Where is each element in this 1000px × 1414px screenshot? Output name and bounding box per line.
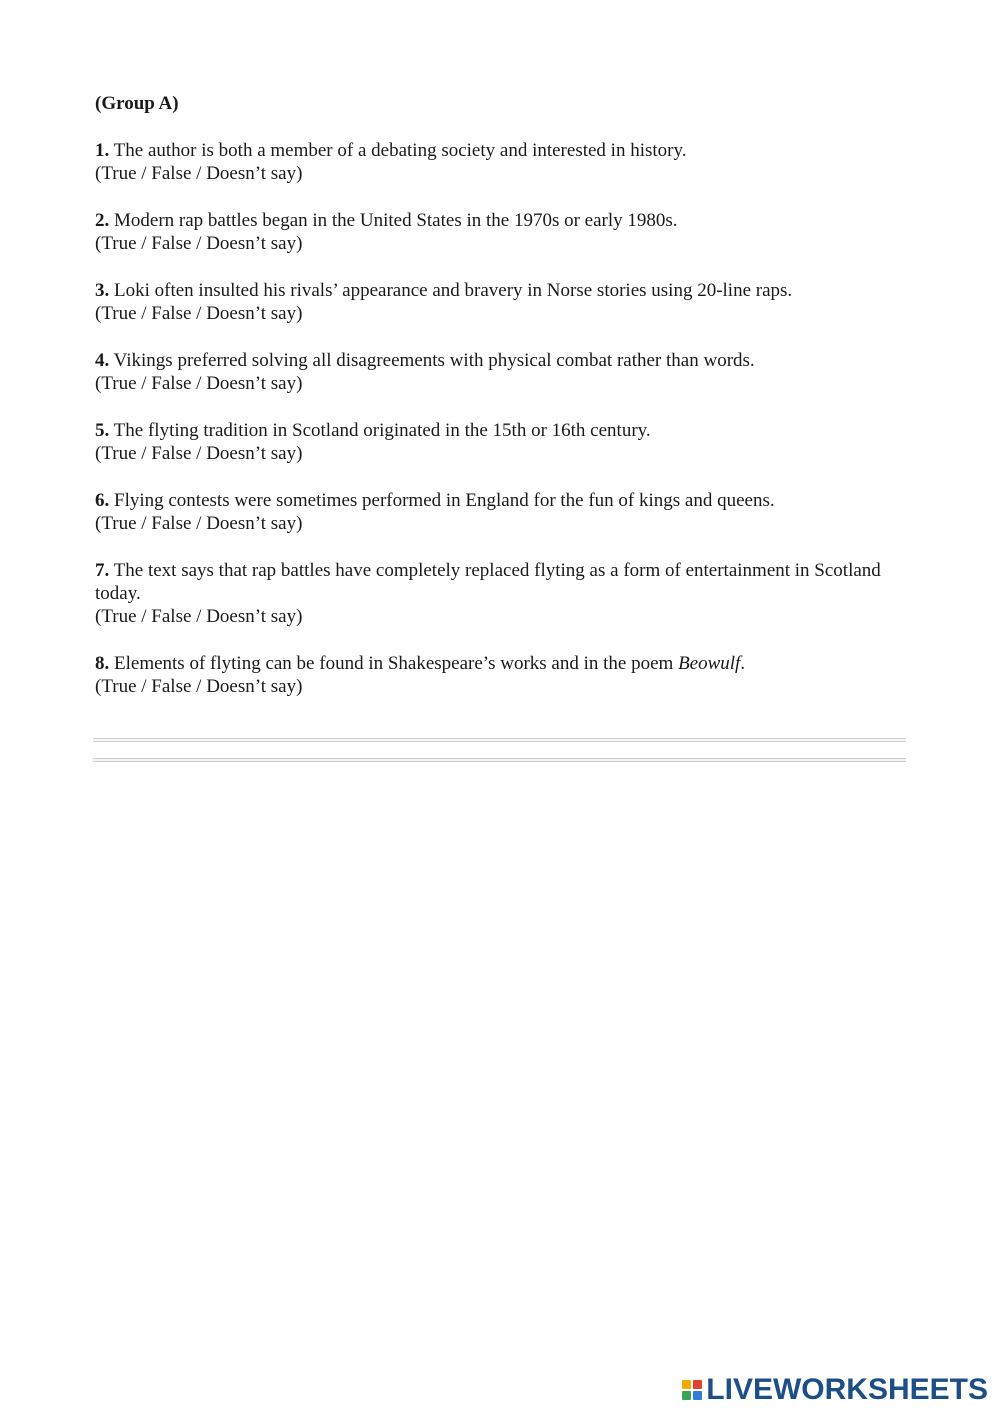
liveworksheets-logo (682, 1374, 988, 1406)
question-text-end: . (740, 653, 746, 674)
logo-text: LIVEWORKSHEETS (706, 1373, 988, 1406)
question-text: The flyting tradition in Scotland originated in the 15th or 16th century. (113, 420, 651, 441)
answer-options[interactable]: (True / False / Doesn’t say) (95, 676, 303, 697)
question-4 (95, 349, 915, 395)
answer-options[interactable]: (True / False / Doesn’t say) (95, 303, 303, 324)
question-number: 8. (95, 653, 110, 674)
question-7 (95, 559, 915, 628)
worksheet-page (95, 92, 915, 722)
question-number: 2. (95, 210, 110, 231)
answer-options[interactable]: (True / False / Doesn’t say) (95, 373, 303, 394)
question-8 (95, 652, 915, 698)
question-text-main: Elements of flyting can be found in Shakespeare’s works and in the poem (114, 653, 679, 674)
question-text: The author is both a member of a debating society and interested in history. (113, 140, 687, 161)
divider-line (93, 738, 906, 742)
question-number: 1. (95, 140, 110, 161)
question-text: Flying contests were sometimes performed in England for the fun of kings and queens. (114, 490, 775, 511)
answer-options[interactable]: (True / False / Doesn’t say) (95, 443, 303, 464)
question-2 (95, 209, 915, 255)
logo-squares-icon (682, 1380, 702, 1400)
poem-title: Beowulf (678, 653, 741, 674)
logo-square-icon (682, 1391, 691, 1400)
answer-options[interactable]: (True / False / Doesn’t say) (95, 513, 303, 534)
question-number: 4. (95, 350, 110, 371)
group-heading: (Group A) (95, 93, 179, 114)
question-3 (95, 279, 915, 325)
question-5 (95, 419, 915, 465)
question-text: The text says that rap battles have completely replaced flyting as a form of entertainment in Scotland today. (95, 560, 881, 604)
question-number: 6. (95, 490, 110, 511)
divider-line (93, 758, 906, 762)
logo-square-icon (682, 1380, 691, 1389)
logo-square-icon (693, 1391, 702, 1400)
question-text: Vikings preferred solving all disagreements with physical combat rather than words. (113, 350, 755, 371)
question-number: 7. (95, 560, 110, 581)
question-number: 3. (95, 280, 110, 301)
question-number: 5. (95, 420, 110, 441)
question-text: Loki often insulted his rivals’ appearance and bravery in Norse stories using 20-line raps. (114, 280, 793, 301)
question-1 (95, 139, 915, 185)
answer-options[interactable]: (True / False / Doesn’t say) (95, 233, 303, 254)
question-text: Modern rap battles began in the United States in the 1970s or early 1980s. (114, 210, 678, 231)
answer-options[interactable]: (True / False / Doesn’t say) (95, 606, 303, 627)
question-6 (95, 489, 915, 535)
logo-square-icon (693, 1380, 702, 1389)
question-text (114, 653, 745, 674)
answer-options[interactable]: (True / False / Doesn’t say) (95, 163, 303, 184)
